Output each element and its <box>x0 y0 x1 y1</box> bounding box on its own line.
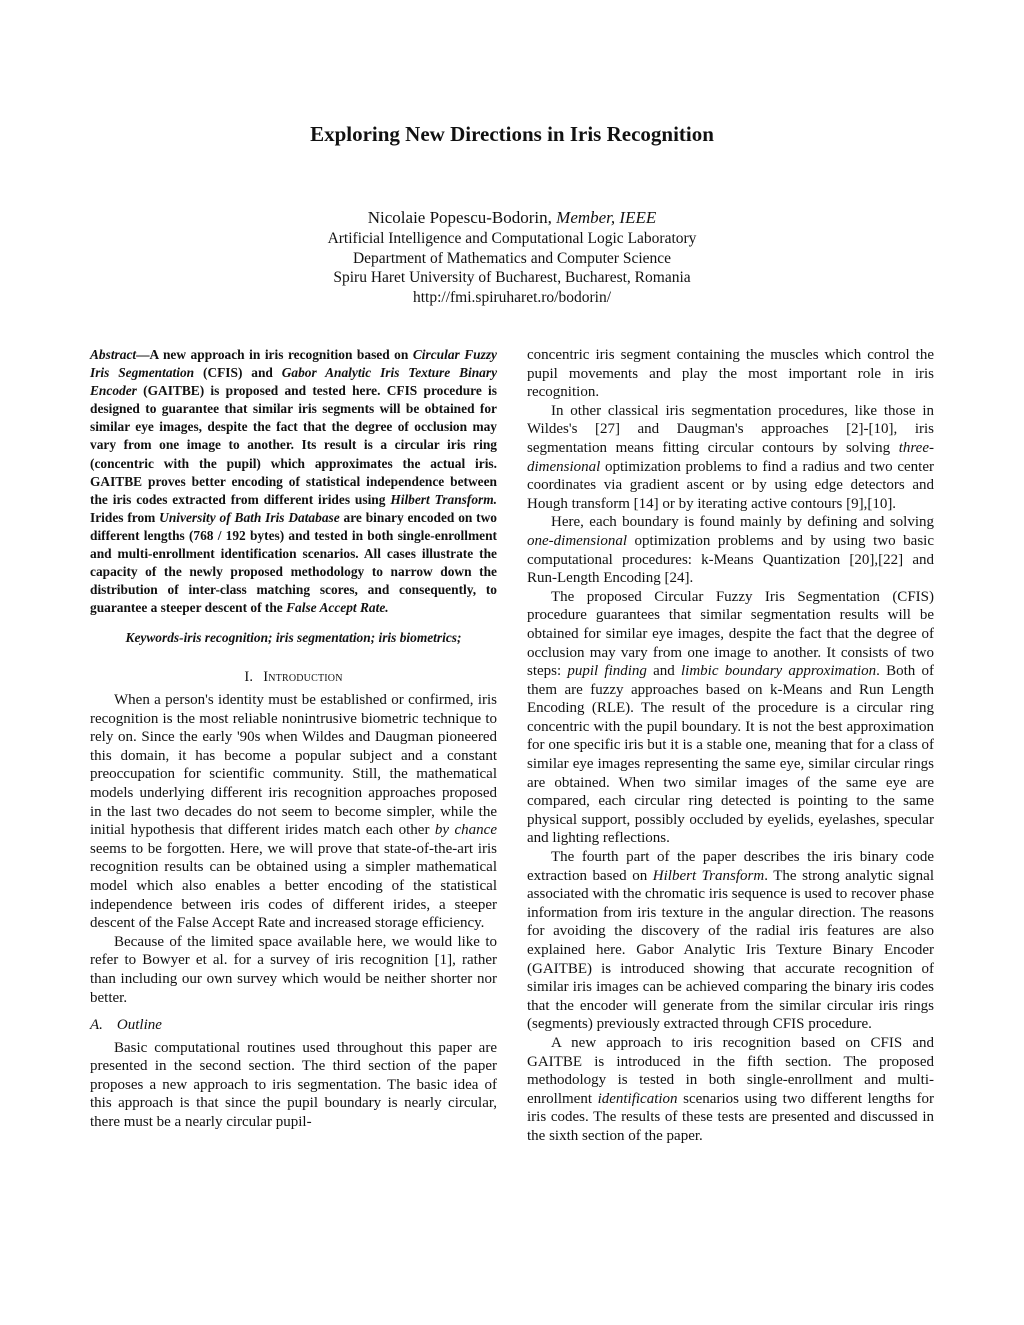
abstract-text: are binary encoded on two different lengths (768 / 192 bytes) and tested in both single-enrollment and multi-enrollment identification scenarios. All cases illustrate the capacity of the newly proposed methodology to narrow down the distribution of inter-class matching scores, and consequently, to guarantee a steeper descent of the <box>90 509 497 616</box>
paragraph-emphasis: pupil finding <box>567 663 647 680</box>
intro-paragraph-1 <box>90 691 497 933</box>
paragraph-emphasis: by chance <box>434 822 497 839</box>
right-paragraph-4 <box>527 588 934 848</box>
section-title: Introduction <box>263 669 343 686</box>
abstract-term-far: False Accept Rate. <box>286 600 389 616</box>
abstract-term-gaitbe: Gabor Analytic Iris Texture Binary Encoder <box>90 365 498 399</box>
paragraph-text: The proposed Circular Fuzzy Iris Segmentation (CFIS) procedure guarantees that similar segmentation results will be obtained for similar eye images, despite the fact that the degree of occlusion may vary from one image to another. It consists of two steps: <box>527 588 934 680</box>
paragraph-text: scenarios using two different lengths for iris codes. The results of these tests are presented and discussed in the sixth section of the paper. <box>527 1090 934 1144</box>
affiliation-department: Department of Mathematics and Computer Science <box>352 249 672 267</box>
paragraph-emphasis: Hilbert Transform <box>652 867 765 884</box>
paragraph-text: optimization problems and by using two basic computational procedures: k-Means Quantization [20],[22] and Run-Length Encoding [24]. <box>527 532 934 587</box>
paragraph-text: In other classical iris segmentation procedures, like those in Wildes's [27] and Daugman's approaches [2]-[10], iris segmentation means fitting circular contours by solving <box>527 402 934 456</box>
paragraph-emphasis: one-dimensional <box>527 532 627 549</box>
abstract-text: (CFIS) and <box>194 365 282 381</box>
paragraph-text: and <box>646 663 681 680</box>
right-column <box>527 346 934 1146</box>
subsection-heading-outline <box>90 1016 497 1035</box>
right-paragraph-1: concentric iris segment containing the muscles which control the pupil movements and play the most important role in iris recognition. <box>527 347 934 401</box>
paragraph-emphasis: limbic boundary approximation <box>681 663 877 680</box>
abstract-dash: — <box>136 347 150 362</box>
paper-title: Exploring New Directions in Iris Recognition <box>310 122 714 146</box>
abstract-text: Irides from <box>90 509 160 525</box>
author-url[interactable]: http://fmi.spiruharet.ro/bodorin/ <box>412 288 612 306</box>
left-column <box>90 346 497 1132</box>
abstract <box>90 346 497 617</box>
paragraph-text: Here, each boundary is found mainly by defining and solving <box>551 514 934 531</box>
right-paragraph-3 <box>527 513 934 587</box>
paragraph-text: The fourth part of the paper describes the iris binary code extraction based on <box>527 849 934 884</box>
right-paragraph-5 <box>527 848 934 1034</box>
author-block <box>0 207 1024 307</box>
abstract-term-bath-db: University of Bath Iris Database <box>159 509 340 525</box>
author-name: Nicolaie Popescu-Bodorin, <box>367 208 552 227</box>
keywords: Keywords-iris recognition; iris segmentation; iris biometrics; <box>125 630 462 646</box>
abstract-text: A new approach in iris recognition based on <box>149 347 413 362</box>
subsection-number: A. <box>90 1017 103 1034</box>
abstract-text: (GAITBE) is proposed and tested here. CFIS procedure is designed to guarantee that similar iris segments will be obtained for similar eye images, despite the fact that the degree of occlusion may vary from one image to another. Its result is a circular iris ring (concentric with the pupil) which approximates the actual iris. GAITBE proves better encoding of statistical independence between the iris codes extracted from different irides using <box>90 383 497 507</box>
right-paragraph-2 <box>527 402 934 514</box>
affiliation-lab: Artificial Intelligence and Computational Logic Laboratory <box>327 230 697 247</box>
paragraph-text: . Both of them are fuzzy approaches based on k-Means and Run Length Encoding (RLE). The result of the procedure is a circular ring concentric with the pupil boundary. It is not the best approximation for one specific iris but it is a stable one, meaning that for a class of similar eye images representing the same eye, similar circular rings are obtained. When two similar images of the same eye are compared, each circular ring detected is pointing to the same physical support, possibly occluded by eyelids, eyelashes, specular and lighting reflections. <box>527 663 934 847</box>
section-heading-introduction <box>90 668 497 687</box>
author-membership: Member, IEEE <box>556 208 657 227</box>
section-number: I. <box>244 669 254 686</box>
paragraph-text: seems to be forgotten. Here, we will prove that state-of-the-art iris recognition results can be obtained using a simpler mathematical model which also enables a better encoding of the statistical independence between iris codes of different irides, a steeper descent of the False Accept Rate and increased storage efficiency. <box>90 840 497 932</box>
paragraph-emphasis: identification <box>597 1090 678 1107</box>
right-paragraph-6 <box>527 1034 934 1146</box>
paragraph-text: . The strong analytic signal associated with the chromatic iris sequence is used to recover phase information from iris texture in the angular direction. The reasons for avoiding the discovery of the radial iris features are also explained here. Gabor Analytic Iris Texture Binary Encoder (GAITBE) is introduced showing that accurate recognition of similar iris images can be achieved comparing the binary iris codes that the encoder will generate from the similar circular iris rings (segments) previously extracted through CFIS procedure. <box>527 867 935 1033</box>
author-line <box>0 207 1024 229</box>
abstract-term-hilbert: Hilbert Transform. <box>390 491 497 507</box>
paragraph-emphasis: three-dimensional <box>527 439 934 475</box>
outline-paragraph: Basic computational routines used throughout this paper are presented in the second section. The third section of the paper proposes a new approach to iris segmentation. The basic idea of this approach is that since the pupil boundary is nearly circular, there must be a nearly circular pupil- <box>90 1039 497 1131</box>
paragraph-text: When a person's identity must be established or confirmed, iris recognition is the most reliable nonintrusive biometric technique to rely on. Since the early '90s when Wildes and Daugman pioneered this domain, it has become a popular subject and a constant preoccupation for scientific community. Still, the mathematical models underlying different iris recognition approaches proposed in the last two decades do not seem to become simpler, while the initial hypothesis that different irides match each other <box>90 692 497 839</box>
abstract-label: Abstract <box>90 347 137 362</box>
subsection-title: Outline <box>116 1017 162 1034</box>
paragraph-text: A new approach to iris recognition based on CFIS and GAITBE is introduced in the fifth section. The proposed methodology is tested in both single-enrollment and multi-enrollment <box>527 1034 934 1107</box>
affiliation-university: Spiru Haret University of Bucharest, Bucharest, Romania <box>333 269 691 286</box>
intro-paragraph-2: Because of the limited space available here, we would like to refer to Bowyer et al. for a survey of iris recognition [1], rather than including our own survey which would be neither shorter nor better. <box>90 933 497 1006</box>
abstract-term-cfis: Circular Fuzzy Iris Segmentation <box>90 347 497 381</box>
paragraph-text: optimization problems to find a radius and two center coordinates via gradient ascent or by using edge detectors and Hough transform [14] or by iterating active contours [9],[10]. <box>527 458 934 512</box>
